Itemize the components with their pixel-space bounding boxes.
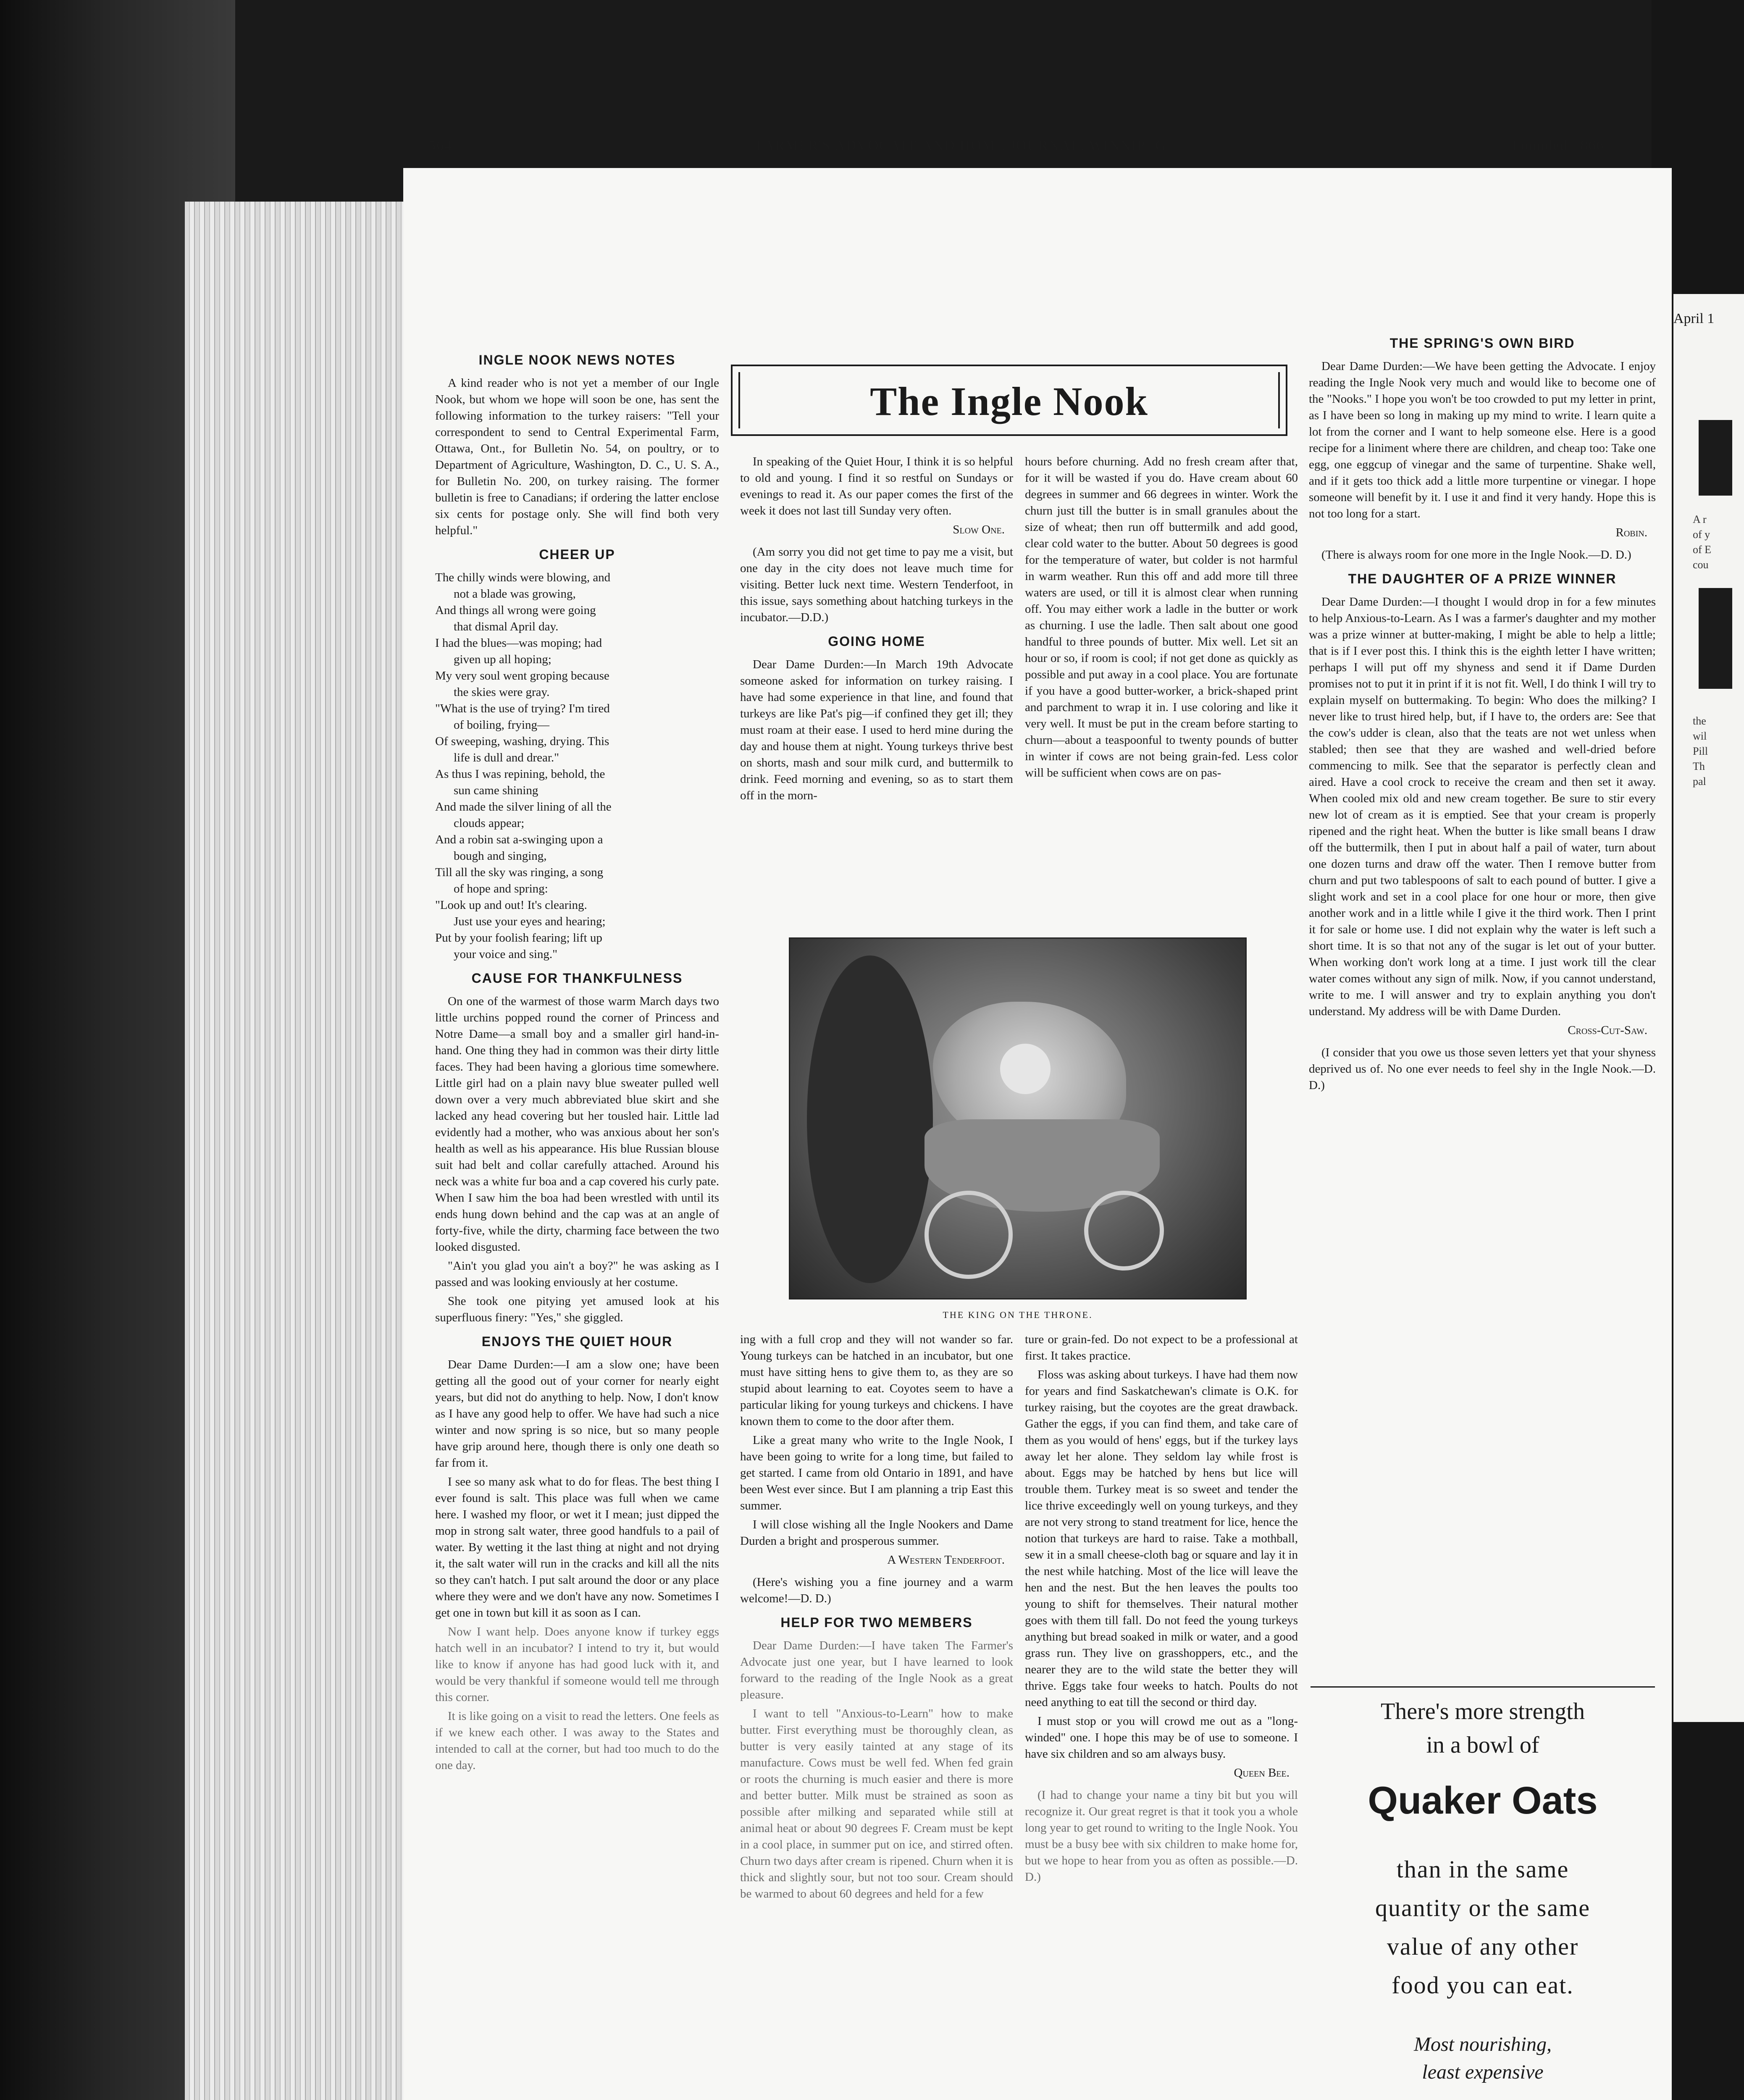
heading-help-for-two-members: HELP FOR TWO MEMBERS [780, 1615, 973, 1630]
heading-cause-for-thankfulness: CAUSE FOR THANKFULNESS [471, 971, 683, 986]
paragraph: I want to tell "Anxious-to-Learn" how to make butter. First everything must be thoroughly clean, as butter is very easily tainted at any stage of its manufacture. Cows must be well fed. When fed grain or roots the churning is much easier and there is more and better butter. Milk must be strained as soon as possible after milking and separated while still at animal heat or about 90 degrees F. Cream must be kept in a cool place, in summer put on ice, and stirred often. Churn two days after cream is ripened. Churn when it is thick and slightly sour, but not too sour. Cream should be warmed to about 60 degrees and held for a few [740, 1707, 1013, 1900]
next-page-date: April 1 [1673, 311, 1715, 326]
paragraph: ing with a full crop and they will not wander so far. Young turkeys can be hatched in an incubator, but one must have sitting hens to give them to, as they are so stupid about learning to eat. Coyotes seem to have a particular liking for young turkeys and chickens. I have known them to come to the door after them. [740, 1333, 1013, 1428]
signature: Slow One. [953, 523, 1005, 536]
next-page-fragment: pal [1693, 775, 1706, 788]
paragraph: Dear Dame Durden:—I thought I would drop in for a few minutes to help Anxious-to-Learn. As I was a farmer's daughter and my mother was a prize winner at butter-making, I might be able to help a little; that is if I ever post this. I think this is the eighth letter I have written; perhaps I will put off my shyness and send it if Dame Durden promises not to put it in print if it is not fit. Well, I do think I will try to explain myself on buttermaking. To begin: Who does the milking? I never like to trust hired help, but, if I have to, the orders are: See that the cow's udder is clean, also that the teats are not wet unless when stabled; then see that they are washed and well-dried before commencing to milk. See that the separator is perfectly clean and aired. Have a cool crock to receive the cream and then set it away. When cooled mix old and new cream together. Be sure to stir every new lot of cream as it is emptied. See that your cream is properly ripened and the right heat. When the butter is like small beans I draw off the buttermilk, then I put in about half a pail of water, turn about one dozen turns and draw off the water. Then I remove butter from churn and put two tablespoons of salt to each pound of butter. I give a slight work and set in a cool place for one hour or more, then give another work and in a little while I give it the third work. Then I print it for sale or home use. I did not explain why the water is left such a short time. It is so that not any of the sugar is let out of your butter. When working don't work long at a time. I just work till the clear water comes without any sign of milk. Now, if you cannot understand, write to me. I will answer and try to explain anything you don't understand. My address will be with Dame Durden. [1309, 595, 1656, 1018]
next-page-ink-block [1699, 588, 1732, 689]
heading-news-notes: INGLE NOOK NEWS NOTES [478, 352, 676, 368]
column-3-bottom [1025, 1331, 1298, 1888]
poem-line: given up all hoping; [454, 653, 552, 666]
poem-line: not a blade was growing, [454, 587, 576, 601]
photo-shadow [807, 956, 933, 1283]
paragraph: I see so many ask what to do for fleas. The best thing I ever found is salt. This place was full when we came here. I washed my floor, or wet it I mean; just dipped the mop in strong salt water, three good handfuls to a pail of water. By wetting it the last thing at night and not drying it, the salt water will run in the cracks and kill all the nits so they can't hatch. I put salt around the door or any place where they were and we don't have any now. Sometimes I get one in town but kill it as soon as I can. [435, 1475, 719, 1620]
signature: Cross-Cut-Saw. [1568, 1024, 1647, 1037]
ad-line-3: than in the same [1396, 1856, 1569, 1883]
title-box-inner-frame [738, 372, 1280, 428]
poem-line: "What is the use of trying? I'm tired [435, 702, 610, 715]
carriage-wheel [1084, 1191, 1164, 1270]
ad-line-4: quantity or the same [1375, 1894, 1590, 1922]
paragraph: Like a great many who write to the Ingle Nook, I have been going to write for a long time, but failed to get started. I came from old Ontario in 1891, and have been West ever since. But I am planning a trip East this summer. [740, 1433, 1013, 1512]
poem-line: life is dull and drear." [454, 751, 559, 764]
ad-brand-name: Quaker Oats [1368, 1779, 1598, 1822]
poem-line: Till all the sky was ringing, a song [435, 866, 604, 879]
photo-caption: THE KING ON THE THRONE. [943, 1310, 1093, 1320]
baby-face [1000, 1044, 1051, 1094]
poem-line: Just use your eyes and hearing; [454, 915, 606, 928]
column-4 [1309, 328, 1656, 1096]
paragraph: Dear Dame Durden:—We have been getting the Advocate. I enjoy reading the Ingle Nook very much and would like to become one of the "Nooks." I hope you won't be too crowded to put my letter in print, as I have been so long in making up my mind to write. I learn quite a lot from the corner and I want to help someone else. Here is a good recipe for a liniment where there are children, and cheap too: Take one egg, one eggcup of vinegar and the same of turpentine. Shake well, and if it gets too thick add a little more turpentine or vinegar. I hope someone will benefit by it. I use it and find it very handy. Hope this is not too long for a start. [1309, 360, 1656, 520]
poem-line: My very soul went groping because [435, 669, 609, 682]
paragraph: Dear Dame Durden:—I have taken The Farmer's Advocate just one year, but I have learned to look forward to the reading of the Ingle Nook as a great pleasure. [740, 1639, 1013, 1701]
carriage-wheel [925, 1191, 1013, 1279]
paragraph: A kind reader who is not yet a member of our Ingle Nook, but whom we hope will soon be one, has sent the following information to the turkey raisers: "Tell your correspondent to send to Central Experimental Farm, Ottawa, Ont., for Bulletin No. 54, on poultry, or to Department of Agriculture, Washington, D. C., U. S. A., for Bulletin No. 200, on turkey raising. The former bulletin is free to Canadians; if ordering the latter enclose six cents for postage only. She will find both very helpful." [435, 376, 719, 537]
section-title: The Ingle Nook [870, 379, 1148, 424]
next-page-fragment: cou [1693, 559, 1709, 571]
poem-line: Of sweeping, washing, drying. This [435, 735, 609, 748]
editor-note: (There is always room for one more in the Ingle Nook.—D. D.) [1321, 548, 1631, 562]
column-1 [435, 344, 719, 1776]
poem-line: that dismal April day. [454, 620, 559, 633]
signature: Queen Bee. [1234, 1766, 1290, 1780]
next-page-fragment: Pill [1693, 745, 1708, 757]
ad-line-5: value of any other [1387, 1933, 1579, 1960]
poem-line: And a robin sat a-swinging upon a [435, 833, 603, 846]
paragraph: I must stop or you will crowd me out as a "long-winded" one. I hope this may be of use to someone. I have six children and so am always busy. [1025, 1714, 1298, 1761]
poem-line: The chilly winds were blowing, and [435, 571, 611, 584]
paragraph: ture or grain-fed. Do not expect to be a professional at first. It takes practice. [1025, 1333, 1298, 1362]
poem-line: And things all wrong were going [435, 604, 596, 617]
poem-line: bough and singing, [454, 849, 547, 863]
poem-line: "Look up and out! It's clearing. [435, 898, 587, 912]
column-3-top [1025, 454, 1298, 784]
paragraph: Floss was asking about turkeys. I have had them now for years and find Saskatchewan's climate is O.K. for turkey raising, but the coyotes are the great drawback. Gather the eggs, if you can find them, and take care of them as you would of hens' eggs, but if the turkey lays away let her alone. They seldom lay while frost is about. Eggs may be hatched by hens but lice will trouble them. Turkey meat is so sweet and tender the lice thrive exceedingly well on young turkeys, and they are not very strong to stand treatment for lice, hence the notion that turkeys are hard to raise. Take a mothball, sew it in a small cheese-cloth bag or square and lay it in the nest while hatching. Most of the lice will leave the hen and the nest. But the hen leaves the poults too young to shift for themselves. Their natural mother goes with them till fall. Do not feed the young turkeys anything but bread soaked in milk or water, and a good grass run. They live on grasshoppers, etc., and the nearer they are to the wild state the better they will thrive. Eggs take four weeks to hatch. Poults do not need anything to eat till the second or third day. [1025, 1368, 1298, 1709]
poem-line: I had the blues—was moping; had [435, 636, 602, 650]
ad-line [1311, 1695, 1655, 1762]
next-page-ink-block [1699, 420, 1732, 496]
paragraph: Dear Dame Durden:—In March 19th Advocate someone asked for information on turkey raising. I have had some experience in that line, and found that turkeys are like Pat's pig—if confined they get ill; they must roam at their ease. I used to herd mine during the day and house them at night. Young turkeys thrive best on shorts, mash and sour milk curd, and buttermilk to drink. Feed morning and evening, so as to start them off in the morn- [740, 658, 1013, 802]
poem-line: As thus I was repining, behold, the [435, 767, 605, 781]
paragraph: On one of the warmest of those warm March days two little urchins popped round the corner of Princess and Notre Dame—a small boy and a smaller girl hand-in-hand. One thing they had in common was their dirty little faces. They had been having a glorious time somewhere. Little girl had on a plain navy blue sweater pulled well down over a very much abbreviated blue skirt and she lacked any head covering but her tousled hair. Little lad evidently had a mother, who was anxious about her son's health as well as his appearance. His blue Russian blouse suit had belt and collar carefully attached. Around his neck was a white fur boa and a cap covered his curly pate. When I saw him the boa had been wrestled with until its ends hung down behind and the cap was at an angle of forty-five, while the dirty, charming face between the two looked disgusted. [435, 995, 719, 1254]
next-page-fragment: of E [1693, 543, 1712, 556]
poem-line: clouds appear; [454, 816, 525, 830]
paragraph: In speaking of the Quiet Hour, I think it is so helpful to old and young. I find it so restful on Sundays or evenings to read it. As our paper comes the first of the week it does not last till Sunday very often. [740, 455, 1013, 517]
journal-title: FARMER'S ADVOCATE AND HOME JOURNAL, WINNIPEG [756, 138, 1166, 153]
poem-line: sun came shining [454, 784, 538, 797]
ad-top-rule [1311, 1686, 1655, 1688]
paragraph: "Ain't you glad you ain't a boy?" he was asking as I passed and was looking enviously at her costume. [435, 1259, 719, 1289]
poem-line: of hope and spring: [454, 882, 548, 895]
poem-cheer-up [435, 570, 719, 963]
quaker-oats-advertisement [1311, 1686, 1655, 2100]
poem-line: And made the silver lining of all the [435, 800, 612, 814]
editor-note: (Am sorry you did not get time to pay me a visit, but one day in the city does not leave much time for visiting. Better luck next time. Western Tenderfoot, in this issue, says something about hatching turkeys in the incubator.—D.D.) [740, 545, 1013, 624]
column-2-bottom [740, 1331, 1013, 1905]
paragraph: Now I want help. Does anyone know if turkey eggs hatch well in an incubator? I intend to try it, but would like to know if anyone has had good luck with it, and would be very thankful if someone would tell me through this corner. [435, 1625, 719, 1704]
paragraph: It is like going on a visit to read the letters. One feels as if we knew each other. I was away to the States and intended to call at the corner, but had too much to do the one day. [435, 1709, 719, 1772]
poem-line: your voice and sing." [454, 948, 558, 961]
editor-note: (I had to change your name a tiny bit but you will recognize it. Our great regret is that it took you a whole long year to get round to writing to the Ingle Nook. You must be a busy bee with six children to make home for, but we hope to hear from you as often as possible.—D. D.) [1025, 1788, 1298, 1884]
founded-date: Founded 1866 [1512, 138, 1605, 153]
baby-carriage-photo [789, 937, 1247, 1299]
signature: Robin. [1615, 526, 1647, 539]
ad-line-8: least expensive [1422, 2061, 1544, 2083]
poem-line: of boiling, frying— [454, 718, 549, 732]
ad-line-2: in a bowl of [1426, 1732, 1539, 1758]
next-page-fragment: of y [1693, 528, 1710, 541]
heading-enjoys-quiet-hour: ENJOYS THE QUIET HOUR [481, 1334, 673, 1349]
next-page-edge [1673, 294, 1744, 1722]
column-2-top [740, 454, 1013, 806]
page-number: 564 [428, 138, 452, 153]
next-page-fragment: wil [1693, 730, 1707, 742]
editor-note: (I consider that you owe us those seven letters yet that your shyness deprived us of. No one ever needs to feel shy in the Ingle Nook.—D. D.) [1309, 1046, 1656, 1092]
poem-line: Put by your foolish fearing; lift up [435, 931, 602, 945]
paragraph: Dear Dame Durden:—I am a slow one; have been getting all the good out of your corner for nearly eight years, but did not do anything to help. Now, I don't know as I have any good help to offer. We have had such a nice winter and now spring is so nice, but so many people have grip around here, though there is only one death so far from it. [435, 1358, 719, 1470]
heading-daughter-of-prize-winner: THE DAUGHTER OF A PRIZE WINNER [1348, 571, 1617, 586]
ad-tagline [1311, 2031, 1655, 2086]
next-page-fragment: A r [1693, 513, 1707, 525]
paragraph: hours before churning. Add no fresh cream after that, for it will be wasted if you do. Have cream about 60 degrees in summer and 66 degrees in winter. Work the churn just till the butter is in small granules about the size of wheat; then run off buttermilk and add good, clear cold water to the butter. About 50 degrees is good for the temperature of water, but colder is not harmful in warm weather. Run this off and add more till three waters are used, or till it is almost clear when running off. You may either work a ladle in the butter or work as churning. I use the ladle. Then salt about one good handful to three pounds of butter. Mix well. Let sit an hour or so, if room is cool; if not get done as quickly as possible and put away in a cool place. You are fortunate if you have a good butter-worker, a brick-shaped print and parchment to wrap it in. I use coloring and like it very well. It must be put in the cream before starting to churn—about a teaspoonful to twenty pounds of butter in winter if cows are not being grain-fed. Less color will be sufficient when cows are on pas- [1025, 455, 1298, 780]
book-page-edges [185, 202, 420, 2100]
heading-going-home: GOING HOME [828, 634, 925, 649]
paragraph: I will close wishing all the Ingle Nookers and Dame Durden a bright and prosperous summer. [740, 1518, 1013, 1548]
ad-body [1311, 1850, 1655, 2005]
poem-line: the skies were gray. [454, 685, 550, 699]
heading-cheer-up: CHEER UP [539, 547, 615, 562]
next-page-fragment: the [1693, 715, 1706, 727]
next-page-fragment: Th [1693, 760, 1705, 772]
heading-springs-own-bird: THE SPRING'S OWN BIRD [1389, 336, 1575, 351]
paragraph: She took one pitying yet amused look at his superfluous finery: "Yes," she giggled. [435, 1294, 719, 1324]
ad-line-7: Most nourishing, [1413, 2033, 1552, 2055]
editor-note: (Here's wishing you a fine journey and a warm welcome!—D. D.) [740, 1575, 1013, 1605]
ad-line-6: food you can eat. [1392, 1971, 1574, 1999]
ad-line-1: There's more strength [1381, 1698, 1585, 1725]
section-title-box [731, 365, 1287, 436]
signature: A Western Tenderfoot. [887, 1553, 1005, 1567]
